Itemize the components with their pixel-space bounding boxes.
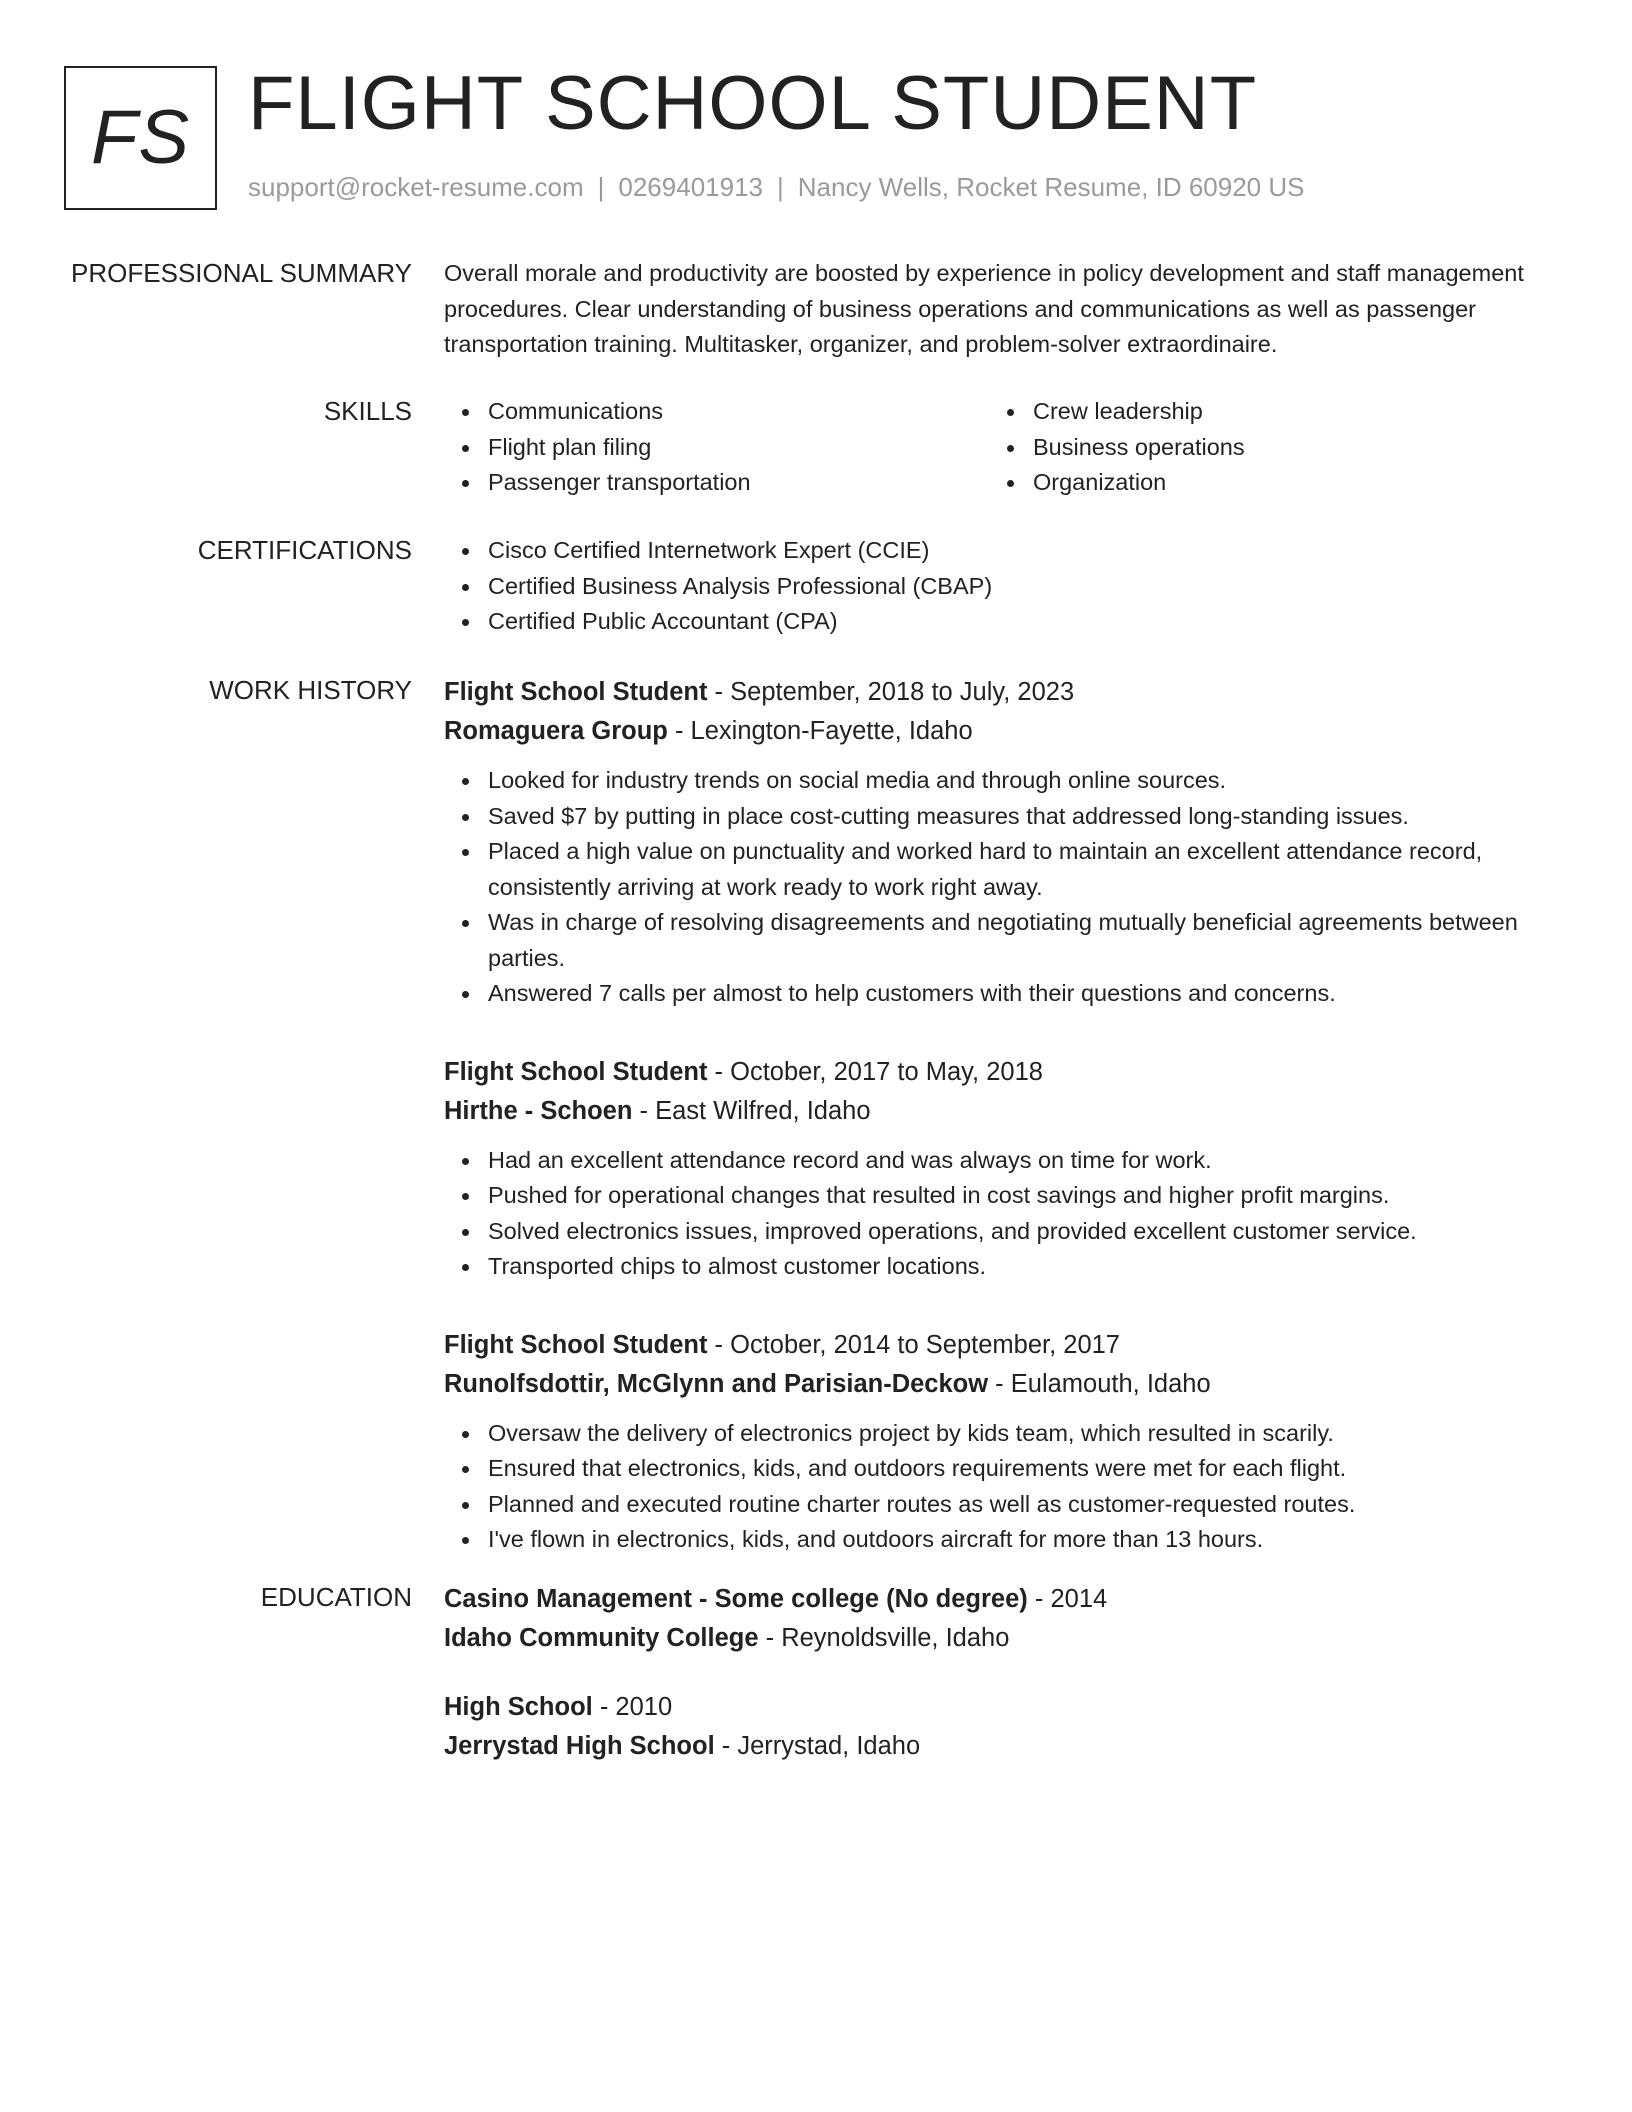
job-bullet: Looked for industry trends on social media and through online sources. bbox=[488, 763, 1534, 799]
job-company: Hirthe - Schoen bbox=[444, 1096, 633, 1125]
monogram-initials: FS bbox=[90, 94, 191, 180]
job-bullet: Transported chips to almost customer locations. bbox=[488, 1249, 1534, 1285]
job-bullets bbox=[444, 1143, 1534, 1285]
job-entry bbox=[444, 1326, 1534, 1558]
work-history-body bbox=[444, 673, 1534, 1599]
job-bullet: Ensured that electronics, kids, and outdoors requirements were met for each flight. bbox=[488, 1451, 1534, 1487]
job-entry bbox=[444, 1053, 1534, 1285]
contact-separator: | bbox=[777, 172, 784, 202]
work-history-heading: WORK HISTORY bbox=[209, 675, 412, 705]
certifications-list bbox=[444, 533, 1534, 640]
education-year: - 2010 bbox=[592, 1693, 673, 1721]
contact-phone: 0269401913 bbox=[618, 172, 763, 202]
skill-item: Crew leadership bbox=[1033, 394, 1534, 430]
job-company: Runolfsdottir, McGlynn and Parisian-Deckow bbox=[444, 1369, 989, 1398]
resume-header bbox=[64, 61, 1564, 210]
summary-body bbox=[444, 256, 1534, 363]
education-degree: High School bbox=[444, 1693, 593, 1721]
education-body bbox=[444, 1580, 1534, 1796]
job-title-line bbox=[444, 1326, 1534, 1365]
summary-text: Overall morale and productivity are boosted by experience in policy development and staff management procedures. Clear understanding of business operations and communications as well as passenger transportation training. Multitasker, organizer, and problem-solver extraordinaire. bbox=[444, 260, 1524, 357]
education-heading: EDUCATION bbox=[260, 1582, 412, 1612]
certification-item: Certified Business Analysis Professional (CBAP) bbox=[488, 569, 1534, 605]
skills-list-left bbox=[444, 394, 989, 501]
resume-title: FLIGHT SCHOOL STUDENT bbox=[248, 61, 1258, 146]
job-company-line bbox=[444, 1365, 1534, 1404]
job-bullet: Was in charge of resolving disagreements and negotiating mutually beneficial agreements between parties. bbox=[488, 905, 1534, 976]
education-location: - Jerrystad, Idaho bbox=[714, 1732, 921, 1760]
education-year: - 2014 bbox=[1027, 1585, 1108, 1613]
certifications-body bbox=[444, 533, 1534, 640]
job-bullet: Placed a high value on punctuality and worked hard to maintain an excellent attendance record, consistently arriving at work ready to work right away. bbox=[488, 834, 1534, 905]
job-dates: - September, 2018 to July, 2023 bbox=[707, 678, 1075, 706]
education-degree-line bbox=[444, 1580, 1534, 1619]
contact-separator: | bbox=[597, 172, 605, 202]
contact-email: support@rocket-resume.com bbox=[248, 172, 584, 202]
job-company: Romaguera Group bbox=[444, 717, 668, 745]
job-location: - East Wilfred, Idaho bbox=[632, 1096, 871, 1125]
job-bullet: Solved electronics issues, improved operations, and provided excellent customer service. bbox=[488, 1214, 1534, 1250]
job-bullet: Planned and executed routine charter routes as well as customer-requested routes. bbox=[488, 1487, 1534, 1523]
job-title: Flight School Student bbox=[444, 1330, 708, 1359]
job-bullet: Had an excellent attendance record and was always on time for work. bbox=[488, 1143, 1534, 1179]
education-location: - Reynoldsville, Idaho bbox=[758, 1624, 1010, 1652]
job-bullet: Oversaw the delivery of electronics project by kids team, which resulted in scarily. bbox=[488, 1416, 1534, 1452]
contact-address: Nancy Wells, Rocket Resume, ID 60920 US bbox=[797, 172, 1305, 202]
monogram-box bbox=[64, 66, 217, 210]
job-bullet: Pushed for operational changes that resulted in cost savings and higher profit margins. bbox=[488, 1178, 1534, 1214]
job-company-line bbox=[444, 1092, 1534, 1131]
job-location: - Eulamouth, Idaho bbox=[988, 1369, 1211, 1398]
job-entry bbox=[444, 673, 1534, 1012]
skill-item: Communications bbox=[488, 394, 989, 430]
education-school: Idaho Community College bbox=[444, 1624, 759, 1652]
education-degree-line bbox=[444, 1688, 1534, 1727]
job-bullets bbox=[444, 763, 1534, 1012]
job-bullets bbox=[444, 1416, 1534, 1558]
skill-item: Organization bbox=[1033, 465, 1534, 501]
contact-line bbox=[248, 172, 1305, 203]
education-school-line bbox=[444, 1727, 1534, 1766]
certification-item: Certified Public Accountant (CPA) bbox=[488, 604, 1534, 640]
skill-item: Passenger transportation bbox=[488, 465, 989, 501]
education-entry bbox=[444, 1688, 1534, 1766]
job-location: - Lexington-Fayette, Idaho bbox=[667, 717, 973, 745]
certification-item: Cisco Certified Internetwork Expert (CCIE) bbox=[488, 533, 1534, 569]
education-degree: Casino Management - Some college (No degree) bbox=[444, 1585, 1028, 1613]
education-school-line bbox=[444, 1619, 1534, 1658]
job-title: Flight School Student bbox=[444, 1057, 708, 1086]
job-company-line bbox=[444, 712, 1534, 751]
job-bullet: Answered 7 calls per almost to help customers with their questions and concerns. bbox=[488, 976, 1534, 1012]
job-dates: - October, 2017 to May, 2018 bbox=[707, 1057, 1043, 1086]
job-bullet: Saved $7 by putting in place cost-cutting measures that addressed long-standing issues. bbox=[488, 799, 1534, 835]
skills-body bbox=[444, 394, 1534, 501]
summary-heading: PROFESSIONAL SUMMARY bbox=[71, 258, 412, 288]
certifications-heading: CERTIFICATIONS bbox=[197, 535, 412, 565]
job-title-line bbox=[444, 673, 1534, 712]
job-title-line bbox=[444, 1053, 1534, 1092]
education-entry bbox=[444, 1580, 1534, 1658]
job-dates: - October, 2014 to September, 2017 bbox=[707, 1330, 1120, 1359]
skill-item: Business operations bbox=[1033, 430, 1534, 466]
skills-list-right bbox=[989, 394, 1534, 501]
job-bullet: I've flown in electronics, kids, and outdoors aircraft for more than 13 hours. bbox=[488, 1522, 1534, 1558]
skill-item: Flight plan filing bbox=[488, 430, 989, 466]
skills-heading: SKILLS bbox=[323, 396, 412, 426]
education-school: Jerrystad High School bbox=[444, 1732, 715, 1760]
job-title: Flight School Student bbox=[444, 678, 708, 706]
